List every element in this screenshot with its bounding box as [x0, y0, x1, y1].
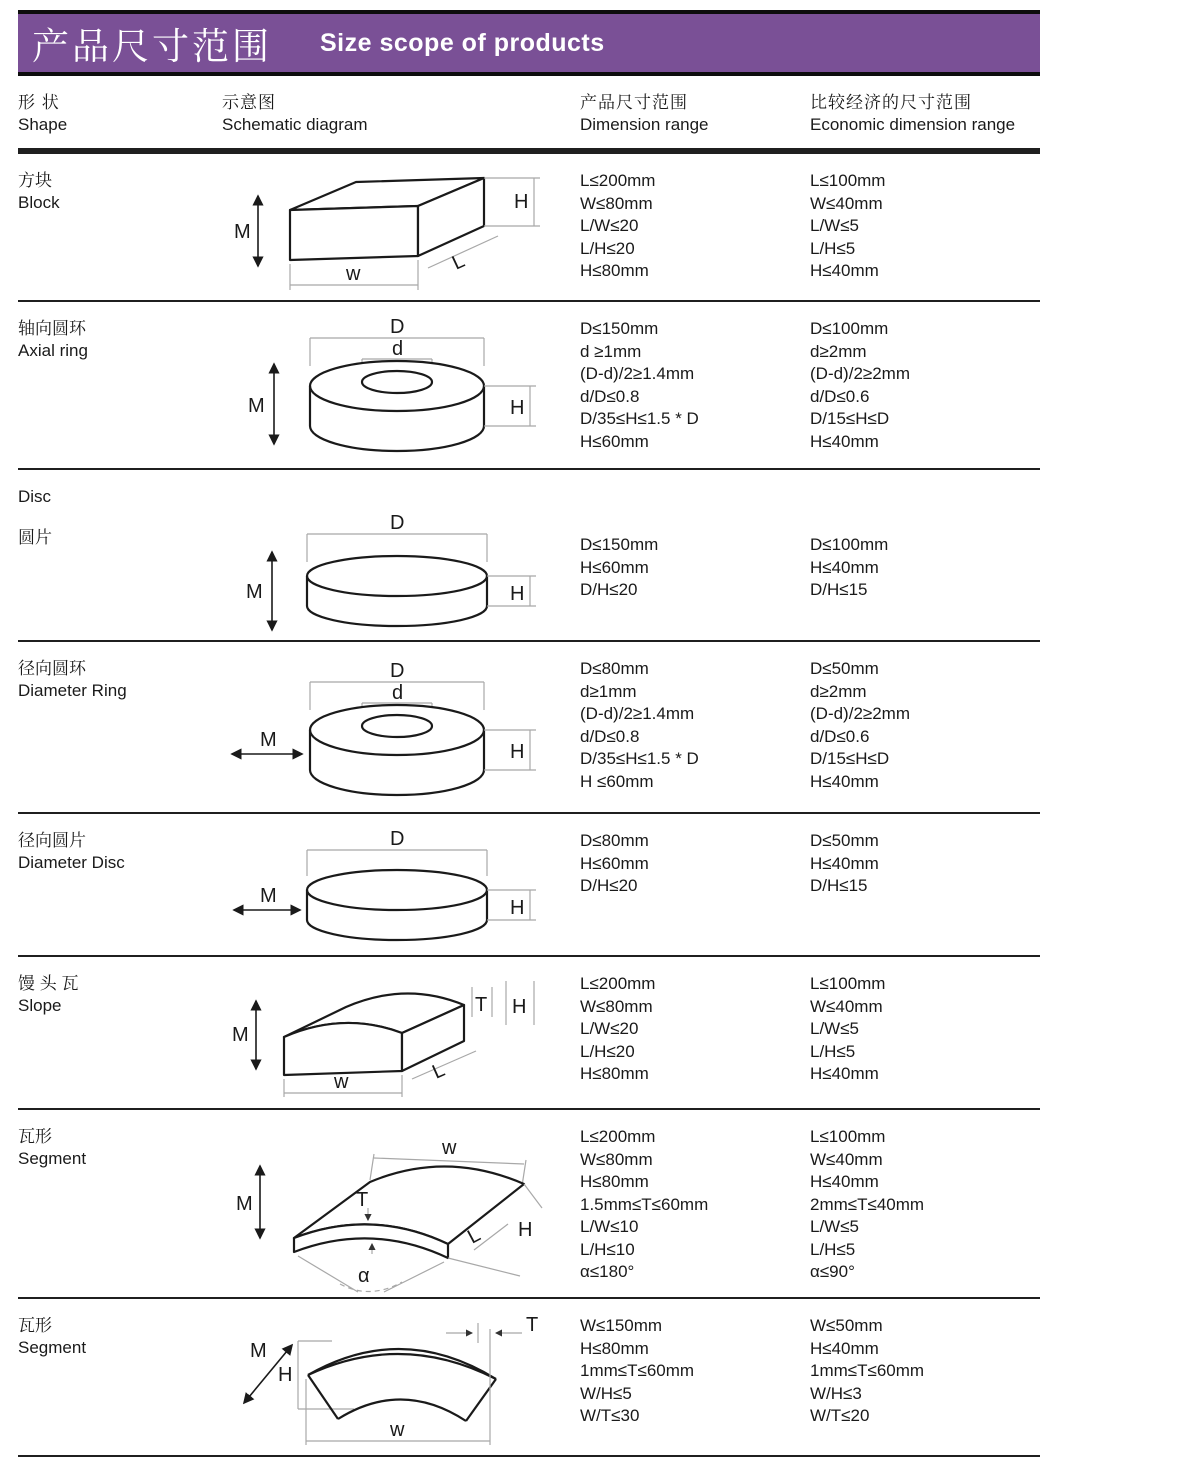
axial-ring-diagram: [222, 318, 552, 468]
row-slope: [18, 957, 1040, 1110]
dimension-line: D/H≤20: [580, 876, 638, 895]
dimension-line: L≤200mm: [580, 171, 656, 190]
shape-name: [18, 658, 222, 814]
dimension-line: H≤40mm: [810, 261, 879, 280]
dimension-line: H≤40mm: [810, 771, 879, 791]
dimension-line: D/15≤H≤D: [810, 749, 890, 768]
label-d-outer: D: [390, 830, 405, 850]
dimension-line: D/35≤H≤1.5 * D: [580, 749, 699, 768]
label-h: H: [510, 897, 525, 919]
schematic-segment: [222, 1126, 580, 1297]
dimension-line: D≤150mm: [580, 535, 659, 554]
dimension-line: L/H≤5: [810, 238, 856, 258]
row-block: [18, 154, 1040, 302]
shape-name-en: Segment: [18, 1149, 87, 1168]
label-h: H: [510, 741, 525, 763]
dimension-line: H≤40mm: [810, 557, 879, 577]
dimension-line: L/H≤5: [810, 1239, 856, 1259]
dimension-line: H≤40mm: [810, 1172, 879, 1191]
dimension-line: H≤40mm: [810, 1064, 879, 1083]
shape-name: [18, 170, 222, 300]
dimension-line: D≤100mm: [810, 319, 889, 338]
row-diameter-ring: [18, 642, 1040, 814]
economic-range: [810, 1126, 1040, 1297]
dimension-range: [580, 973, 810, 1108]
shape-name: [18, 973, 222, 1108]
shape-name-zh: 轴向圆环: [18, 319, 86, 338]
label-t: T: [526, 1315, 539, 1336]
shape-name: [18, 830, 222, 955]
dimension-line: 1mm≤T≤60mm: [580, 1361, 695, 1380]
page-title-en: Size scope of products: [320, 28, 605, 57]
dimension-line: α≤180°: [580, 1262, 635, 1281]
dimension-line: H≤60mm: [580, 431, 649, 451]
dimension-line: 1mm≤T≤60mm: [810, 1361, 925, 1380]
dimension-line: W≤40mm: [810, 193, 883, 213]
dimension-line: (D-d)/2≥1.4mm: [580, 704, 695, 723]
dimension-line: L≤100mm: [810, 171, 886, 190]
dimension-line: H≤80mm: [580, 1064, 649, 1083]
dimension-range: [580, 1126, 810, 1297]
dimension-line: W≤40mm: [810, 996, 883, 1016]
schematic-diameter-ring: [222, 658, 580, 814]
label-h: H: [514, 191, 529, 213]
label-d-outer: D: [390, 514, 405, 534]
dimension-line: L/H≤20: [580, 1041, 635, 1061]
dimension-line: H ≤60mm: [580, 771, 654, 791]
shape-name-en: Diameter Disc: [18, 853, 125, 872]
dimension-line: L≤100mm: [810, 1127, 886, 1146]
schematic-block: [222, 170, 580, 300]
row-axial-ring: [18, 302, 1040, 470]
label-w: w: [390, 1419, 405, 1441]
dimension-line: W≤80mm: [580, 996, 653, 1016]
label-m: M: [250, 1340, 267, 1362]
shape-name: [18, 1126, 222, 1297]
shape-name-en: Disc: [18, 487, 52, 506]
label-t: T: [356, 1189, 369, 1211]
economic-range: [810, 318, 1040, 468]
dimension-line: W≤80mm: [580, 1149, 653, 1169]
dimension-line: d/D≤0.6: [810, 726, 870, 746]
dimension-line: 1.5mm≤T≤60mm: [580, 1194, 709, 1214]
dimension-line: D≤50mm: [810, 659, 879, 678]
label-h: H: [510, 583, 525, 605]
dimension-line: (D-d)/2≥2mm: [810, 704, 910, 723]
schematic-segment-arc: [222, 1315, 580, 1455]
label-alpha: α: [358, 1265, 370, 1287]
dimension-line: L/W≤20: [580, 1019, 639, 1038]
dimension-line: W≤50mm: [810, 1316, 883, 1335]
col-header-economic: 比较经济的尺寸范围 Economic dimension range: [810, 93, 1016, 134]
dimension-line: H≤40mm: [810, 853, 879, 873]
dimension-line: L/W≤5: [810, 1019, 860, 1038]
shape-name: [18, 486, 222, 644]
shape-name-zh: 瓦形: [18, 1127, 52, 1146]
label-h: H: [278, 1364, 293, 1386]
shape-name-en: Segment: [18, 1338, 87, 1357]
dimension-line: D≤80mm: [580, 831, 649, 850]
dimension-line: d/D≤0.8: [580, 726, 640, 746]
economic-range: [810, 658, 1040, 814]
label-t: T: [475, 994, 488, 1016]
dimension-line: H≤80mm: [580, 1338, 649, 1358]
dimension-line: L≤100mm: [810, 974, 886, 993]
dimension-line: L/W≤20: [580, 216, 639, 235]
label-w: w: [334, 1071, 349, 1093]
shape-name-zh: 馒 头 瓦: [18, 974, 79, 993]
dimension-line: d≥1mm: [580, 681, 637, 701]
dimension-line: D/H≤15: [810, 876, 868, 895]
shape-name-en: Block: [18, 193, 60, 212]
label-d-outer: D: [390, 662, 405, 682]
shape-name-zh: 瓦形: [18, 1316, 52, 1335]
row-segment-arc: [18, 1299, 1040, 1457]
economic-range: [810, 973, 1040, 1108]
dimension-line: D/35≤H≤1.5 * D: [580, 409, 699, 428]
dimension-line: d≥2mm: [810, 341, 867, 361]
diameter-disc-diagram: [222, 830, 552, 954]
label-w: w: [346, 263, 361, 285]
label-d-inner: d: [392, 682, 404, 704]
dimension-line: D/15≤H≤D: [810, 409, 890, 428]
dimension-range: [580, 486, 810, 644]
dimension-line: L/W≤10: [580, 1217, 639, 1236]
page-title-zh: 产品尺寸范围: [32, 26, 272, 67]
shape-name: [18, 318, 222, 468]
shape-name-zh: 径向圆环: [18, 659, 86, 678]
dimension-range: [580, 318, 810, 468]
diameter-ring-diagram: [222, 662, 552, 814]
dimension-range: [580, 170, 810, 300]
dimension-line: d/D≤0.8: [580, 386, 640, 406]
label-h: H: [518, 1219, 533, 1241]
shape-name-en: Diameter Ring: [18, 681, 127, 700]
dimension-line: D/H≤15: [810, 580, 868, 599]
row-disc: [18, 470, 1040, 642]
label-m: M: [260, 729, 277, 751]
shape-name-en: Axial ring: [18, 341, 88, 360]
label-d-outer: D: [390, 318, 405, 338]
shape-name-zh: 圆片: [18, 528, 52, 547]
col-header-dimension: 产品尺寸范围 Dimension range: [580, 93, 709, 134]
dimension-line: D≤50mm: [810, 831, 879, 850]
dimension-line: d/D≤0.6: [810, 386, 870, 406]
dimension-line: 2mm≤T≤40mm: [810, 1194, 925, 1214]
slope-diagram: [222, 973, 562, 1105]
dimension-line: H≤80mm: [580, 261, 649, 280]
dimension-line: D/H≤20: [580, 580, 638, 599]
dimension-line: L/W≤5: [810, 1217, 860, 1236]
shape-name: [18, 1315, 222, 1455]
label-w: w: [442, 1137, 457, 1159]
dimension-line: L/H≤5: [810, 1041, 856, 1061]
dimension-line: W/T≤20: [810, 1406, 870, 1425]
dimension-line: W/T≤30: [580, 1406, 640, 1425]
segment-arc-diagram: [222, 1315, 562, 1455]
schematic-disc: [222, 486, 580, 644]
disc-diagram: [222, 514, 552, 644]
dimension-line: W≤150mm: [580, 1316, 663, 1335]
title-bar: [18, 10, 1040, 76]
shape-name-zh: 方块: [18, 171, 52, 190]
schematic-axial-ring: [222, 318, 580, 468]
label-l: L: [464, 1223, 485, 1249]
dimension-line: H≤40mm: [810, 1338, 879, 1358]
economic-range: [810, 170, 1040, 300]
label-l: L: [448, 249, 469, 275]
content-column: [18, 0, 1040, 1457]
schematic-diameter-disc: [222, 830, 580, 955]
dimension-range: [580, 1315, 810, 1455]
dimension-line: α≤90°: [810, 1262, 855, 1281]
economic-range: [810, 1315, 1040, 1455]
economic-range: [810, 486, 1040, 644]
dimension-line: W/H≤3: [810, 1383, 862, 1403]
dimension-line: L/H≤10: [580, 1239, 635, 1259]
dimension-line: H≤80mm: [580, 1172, 649, 1191]
dimension-line: (D-d)/2≥1.4mm: [580, 364, 695, 383]
dimension-line: L/H≤20: [580, 238, 635, 258]
column-headers: [18, 76, 1040, 148]
label-m: M: [248, 395, 265, 417]
block-diagram: [222, 170, 562, 298]
dimension-line: L≤200mm: [580, 974, 656, 993]
dimension-line: (D-d)/2≥2mm: [810, 364, 910, 383]
dimension-line: H≤40mm: [810, 431, 879, 451]
dimension-line: W≤40mm: [810, 1149, 883, 1169]
dimension-line: W/H≤5: [580, 1383, 632, 1403]
schematic-slope: [222, 973, 580, 1108]
label-m: M: [236, 1193, 253, 1215]
dimension-line: D≤150mm: [580, 319, 659, 338]
segment-diagram: [222, 1126, 562, 1296]
dimension-line: W≤80mm: [580, 193, 653, 213]
economic-range: [810, 830, 1040, 955]
label-h: H: [512, 996, 527, 1018]
row-segment: [18, 1110, 1040, 1299]
label-m: M: [246, 581, 263, 603]
label-m: M: [260, 885, 277, 907]
shape-name-zh: 径向圆片: [18, 831, 86, 850]
dimension-line: d ≥1mm: [580, 341, 642, 361]
label-l: L: [429, 1058, 449, 1084]
dimension-range: [580, 658, 810, 814]
label-d-inner: d: [392, 338, 404, 360]
dimension-line: H≤60mm: [580, 853, 649, 873]
label-m: M: [234, 221, 251, 243]
shape-name-en: Slope: [18, 996, 62, 1015]
dimension-range: [580, 830, 810, 955]
row-diameter-disc: [18, 814, 1040, 957]
dimension-line: d≥2mm: [810, 681, 867, 701]
dimension-line: D≤100mm: [810, 535, 889, 554]
col-header-shape: 形 状 Shape: [18, 93, 68, 134]
dimension-line: H≤60mm: [580, 557, 649, 577]
label-h: H: [510, 397, 525, 419]
dimension-line: L≤200mm: [580, 1127, 656, 1146]
dimension-line: D≤80mm: [580, 659, 649, 678]
label-m: M: [232, 1024, 249, 1046]
dimension-line: L/W≤5: [810, 216, 860, 235]
col-header-schematic: 示意图 Schematic diagram: [222, 93, 368, 134]
